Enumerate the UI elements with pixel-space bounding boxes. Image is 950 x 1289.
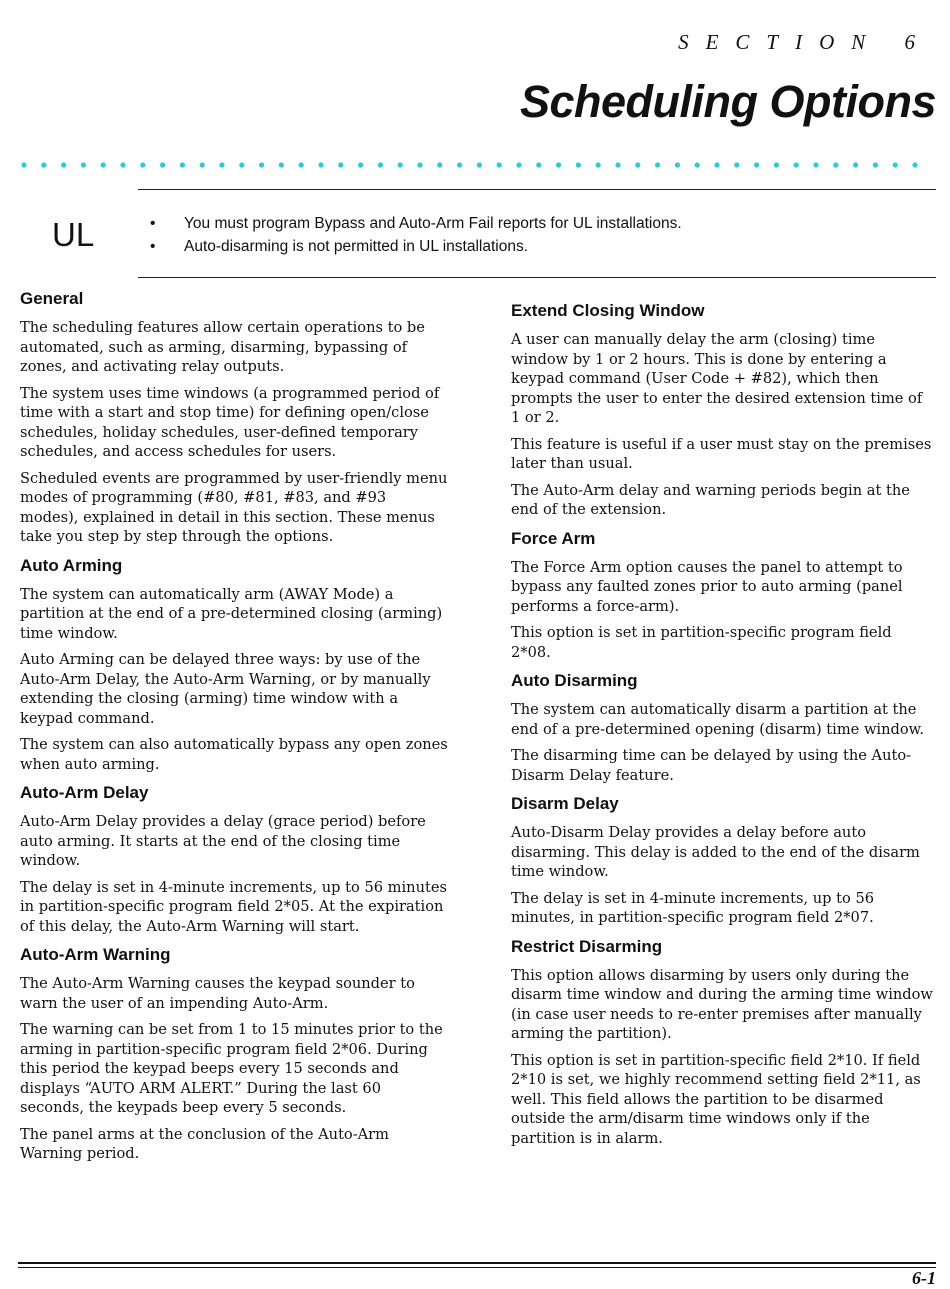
section-heading: Auto Arming bbox=[20, 555, 123, 575]
divider-dot bbox=[160, 162, 165, 167]
divider-dot bbox=[358, 162, 363, 167]
paragraph: The Force Arm option causes the panel to attempt to bypass any faulted zones prior to auto arming (panel performs a force-arm). bbox=[511, 558, 903, 615]
section-extend-closing-window bbox=[511, 300, 933, 520]
divider-dot bbox=[398, 162, 403, 167]
divider-dot bbox=[101, 162, 106, 167]
section-disarm-delay bbox=[511, 793, 933, 928]
right-column bbox=[511, 300, 933, 1155]
paragraph: Auto Arming can be delayed three ways: by use of the Auto-Arm Delay, the Auto-Arm Warning, or by manually extending the closing (arming) time window with a keypad command. bbox=[20, 651, 431, 727]
section-label: SECTION 6 bbox=[678, 30, 932, 54]
divider-dot bbox=[536, 162, 541, 167]
divider-dot bbox=[180, 162, 185, 167]
paragraph: The Auto-Arm delay and warning periods begin at the end of the extension. bbox=[511, 481, 910, 518]
divider-dot bbox=[615, 162, 620, 167]
paragraph: The panel arms at the conclusion of the Auto-Arm Warning period. bbox=[20, 1125, 389, 1162]
paragraph: The delay is set in 4-minute increments, up to 56 minutes, in partition-specific program field 2*07. bbox=[511, 889, 875, 926]
paragraph: The system can automatically disarm a partition at the end of a pre-determined opening (disarm) time window. bbox=[511, 701, 925, 738]
section-heading: Auto Disarming bbox=[511, 671, 638, 690]
section-heading: General bbox=[20, 289, 84, 308]
section-heading: Auto-Arm Warning bbox=[20, 945, 171, 964]
divider-dot bbox=[516, 162, 521, 167]
divider-dot bbox=[477, 162, 482, 167]
divider-dot bbox=[714, 162, 719, 167]
ul-box-top-rule bbox=[138, 189, 936, 190]
paragraph: A user can manually delay the arm (closing) time window by 1 or 2 hours. This is done by entering a keypad command (User Code + #82), which then prompts the user to enter the desired extension time of 1 or 2. bbox=[511, 331, 923, 426]
dotted-divider bbox=[20, 159, 932, 171]
divider-dot bbox=[219, 162, 224, 167]
ul-requirements-list bbox=[150, 212, 682, 258]
divider-dot bbox=[873, 162, 878, 167]
paragraph: Auto-Disarm Delay provides a delay before auto disarming. This delay is added to the end of the disarm time window. bbox=[511, 824, 920, 880]
paragraph: The warning can be set from 1 to 15 minutes prior to the arming in partition-specific program field 2*06. During this period the keypad beeps every 15 seconds and displays “AUTO ARM ALERT.” During the last 60 seconds, the keypads beep every 5 seconds. bbox=[20, 1021, 443, 1116]
section-force-arm bbox=[511, 528, 933, 663]
divider-dot bbox=[61, 162, 66, 167]
divider-dot bbox=[774, 162, 779, 167]
divider-dot bbox=[417, 162, 422, 167]
section-heading: Restrict Disarming bbox=[511, 936, 663, 956]
divider-dot bbox=[21, 162, 26, 167]
paragraph: The system uses time windows (a programmed period of time with a start and stop time) for defining open/close schedules, holiday schedules, user-defined temporary schedules, and access schedules for users. bbox=[20, 384, 440, 460]
divider-dot bbox=[754, 162, 759, 167]
divider-dot bbox=[140, 162, 145, 167]
paragraph: The scheduling features allow certain operations to be automated, such as arming, disarming, bypassing of zones, and activating relay outputs. bbox=[20, 319, 425, 375]
paragraph: The system can automatically arm (AWAY Mode) a partition at the end of a pre-determined closing (arming) time window. bbox=[20, 585, 443, 642]
divider-dot bbox=[378, 162, 383, 167]
footer-rule bbox=[18, 1262, 936, 1264]
list-item: • Auto-disarming is not permitted in UL installations. bbox=[150, 235, 682, 258]
divider-dot bbox=[734, 162, 739, 167]
ul-box-bottom-rule bbox=[138, 277, 936, 278]
divider-dot bbox=[576, 162, 581, 167]
divider-dot bbox=[596, 162, 601, 167]
ul-label: UL bbox=[52, 216, 95, 253]
divider-dot bbox=[833, 162, 838, 167]
section-heading: Force Arm bbox=[511, 528, 596, 548]
footer-rule bbox=[18, 1267, 936, 1268]
divider-dot bbox=[239, 162, 244, 167]
divider-dot bbox=[41, 162, 46, 167]
divider-dot bbox=[893, 162, 898, 167]
paragraph: The system can also automatically bypass any open zones when auto arming. bbox=[20, 736, 448, 773]
divider-dot bbox=[635, 162, 640, 167]
paragraph: Scheduled events are programmed by user-friendly menu modes of programming (#80, #81, #83, and #93 modes), explained in detail in this section. These menus take you step by step through the options. bbox=[20, 469, 448, 545]
divider-dot bbox=[853, 162, 858, 167]
section-restrict-disarming bbox=[511, 936, 933, 1149]
divider-dot bbox=[338, 162, 343, 167]
section-auto-arm-warning bbox=[20, 944, 448, 1164]
divider-dot bbox=[457, 162, 462, 167]
page-number: 6-1 bbox=[912, 1268, 936, 1288]
divider-dot bbox=[794, 162, 799, 167]
paragraph: The disarming time can be delayed by using the Auto-Disarm Delay feature. bbox=[511, 747, 912, 784]
paragraph: This option is set in partition-specific field 2*10. If field 2*10 is set, we highly recommend setting field 2*11, as well. This field allows the partition to be disarmed outside the arm/disarm time windows only if the partition is in alarm. bbox=[511, 1051, 921, 1147]
divider-dot bbox=[259, 162, 264, 167]
divider-dot bbox=[200, 162, 205, 167]
divider-dot bbox=[120, 162, 125, 167]
section-auto-arm-delay bbox=[20, 782, 448, 936]
section-heading: Disarm Delay bbox=[511, 794, 619, 813]
section-heading: Extend Closing Window bbox=[511, 301, 705, 320]
divider-dot bbox=[497, 162, 502, 167]
divider-dot bbox=[695, 162, 700, 167]
paragraph: This feature is useful if a user must stay on the premises later than usual. bbox=[511, 435, 932, 472]
divider-dot bbox=[437, 162, 442, 167]
section-auto-arming bbox=[20, 555, 448, 775]
divider-dot bbox=[655, 162, 660, 167]
divider-dot bbox=[279, 162, 284, 167]
section-general bbox=[20, 288, 448, 547]
paragraph: This option is set in partition-specific program field 2*08. bbox=[511, 624, 892, 661]
divider-dot bbox=[556, 162, 561, 167]
paragraph: Auto-Arm Delay provides a delay (grace period) before auto arming. It starts at the end of the closing time window. bbox=[20, 813, 426, 869]
divider-dot bbox=[81, 162, 86, 167]
divider-dot bbox=[318, 162, 323, 167]
divider-dot bbox=[912, 162, 917, 167]
section-auto-disarming bbox=[511, 670, 933, 785]
left-column bbox=[20, 288, 448, 1171]
section-heading: Auto-Arm Delay bbox=[20, 783, 149, 802]
divider-dot bbox=[813, 162, 818, 167]
paragraph: This option allows disarming by users only during the disarm time window and during the arming time window (in case user needs to re-enter premises after manually arming the partition). bbox=[511, 966, 933, 1042]
divider-dot bbox=[675, 162, 680, 167]
paragraph: The delay is set in 4-minute increments, up to 56 minutes in partition-specific program field 2*05. At the expiration of this delay, the Auto-Arm Warning will start. bbox=[20, 878, 447, 935]
divider-dot bbox=[299, 162, 304, 167]
paragraph: The Auto-Arm Warning causes the keypad sounder to warn the user of an impending Auto-Arm. bbox=[20, 975, 415, 1012]
list-item: • You must program Bypass and Auto-Arm Fail reports for UL installations. bbox=[150, 212, 682, 235]
page-title: Scheduling Options bbox=[520, 76, 936, 127]
